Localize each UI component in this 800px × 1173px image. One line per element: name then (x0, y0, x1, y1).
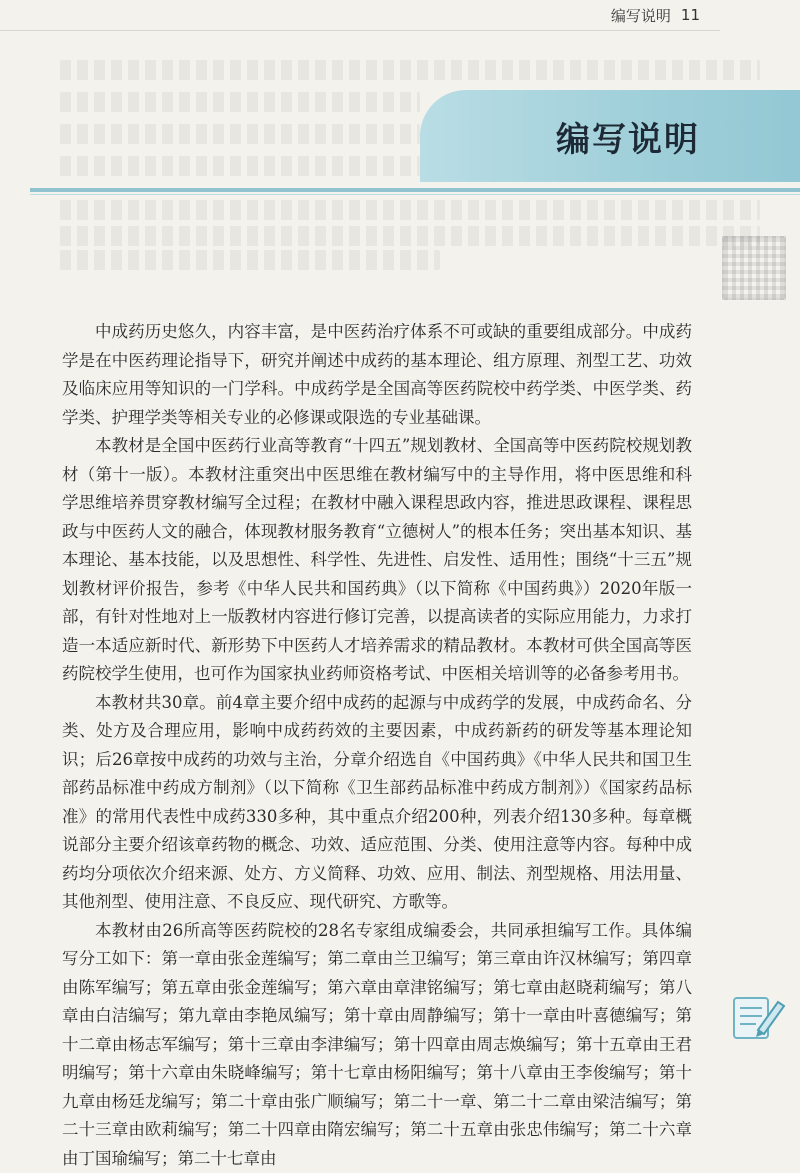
paragraph: 中成药历史悠久，内容丰富，是中医药治疗体系不可或缺的重要组成部分。中成药学是在中医药理论指导下，研究并阐述中成药的基本理论、组方原理、剂型工艺、功效及临床应用等知识的一门学科。中成药学是全国高等医药院校中药学类、中医学类、药学类、护理学类等相关专业的必修课或限选的专业基础课。 (62, 318, 692, 432)
bleed-through-line (60, 250, 440, 270)
bleed-through-line (60, 226, 760, 246)
paragraph: 本教材由26所高等医药院校的28名专家组成编委会，共同承担编写工作。具体编写分工如下：第一章由张金莲编写；第二章由兰卫编写；第三章由许汉林编写；第四章由陈军编写；第五章由张金莲编写；第六章由章津铭编写；第七章由赵晓莉编写；第八章由白洁编写；第九章由李艳凤编写；第十章由周静编写；第十一章由叶喜德编写；第十二章由杨志军编写；第十三章由李津编写；第十四章由周志焕编写；第十五章由王君明编写；第十六章由朱晓峰编写；第十七章由杨阳编写；第十八章由王李俊编写；第十九章由杨廷龙编写；第二十章由张广顺编写；第二十一章、第二十二章由梁洁编写；第二十三章由欧莉编写；第二十四章由隋宏编写；第二十五章由张忠伟编写；第二十六章由丁国瑜编写；第二十七章由 (62, 917, 692, 1173)
header-rule (0, 30, 720, 31)
title-underline (30, 188, 800, 192)
bleed-through-line (60, 60, 760, 80)
qr-code-ghost (722, 236, 786, 300)
chapter-title-banner (420, 90, 800, 182)
paragraph: 本教材共30章。前4章主要介绍中成药的起源与中成药学的发展，中成药命名、分类、处方及合理应用，影响中成药药效的主要因素，中成药新药的研发等基本理论知识；后26章按中成药的功效与主治，分章介绍选自《中国药典》《中华人民共和国卫生部药品标准中药成方制剂》（以下简称《卫生部药品标准中药成方制剂》）《国家药品标准》的常用代表性中成药330多种，其中重点介绍200种，列表介绍130多种。每章概说部分主要介绍该章药物的概念、功效、适应范围、分类、使用注意等内容。每种中成药均分项依次介绍来源、处方、方义简释、功效、应用、制法、剂型规格、用法用量、其他剂型、使用注意、不良反应、现代研究、方歌等。 (62, 689, 692, 917)
bleed-through-line (60, 124, 420, 144)
running-header (611, 0, 700, 30)
notes-pencil-icon (730, 990, 786, 1042)
page-title: 编写说明 (556, 112, 700, 161)
bleed-through-line (60, 156, 420, 176)
paragraph: 本教材是全国中医药行业高等教育“十四五”规划教材、全国高等中医药院校规划教材（第十一版）。本教材注重突出中医思维在教材编写中的主导作用，将中医思维和科学思维培养贯穿教材编写全过程；在教材中融入课程思政内容，推进思政课程、课程思政与中医药人文的融合，体现教材服务教育“立德树人”的根本任务；突出基本知识、基本理论、基本技能，以及思想性、科学性、先进性、启发性、适用性；围绕“十三五”规划教材评价报告，参考《中华人民共和国药典》（以下简称《中国药典》）2020年版一部，有针对性地对上一版教材内容进行修订完善，以提高读者的实际应用能力，力求打造一本适应新时代、新形势下中医药人才培养需求的精品教材。本教材可供全国高等医药院校学生使用，也可作为国家执业药师资格考试、中医相关培训等的必备参考用书。 (62, 432, 692, 689)
body-text (62, 318, 692, 1173)
title-underline-thin (30, 194, 800, 195)
header-section-title: 编写说明 (611, 5, 671, 26)
page-number: 11 (681, 6, 700, 24)
bleed-through-line (60, 92, 420, 112)
bleed-through-line (60, 200, 760, 220)
